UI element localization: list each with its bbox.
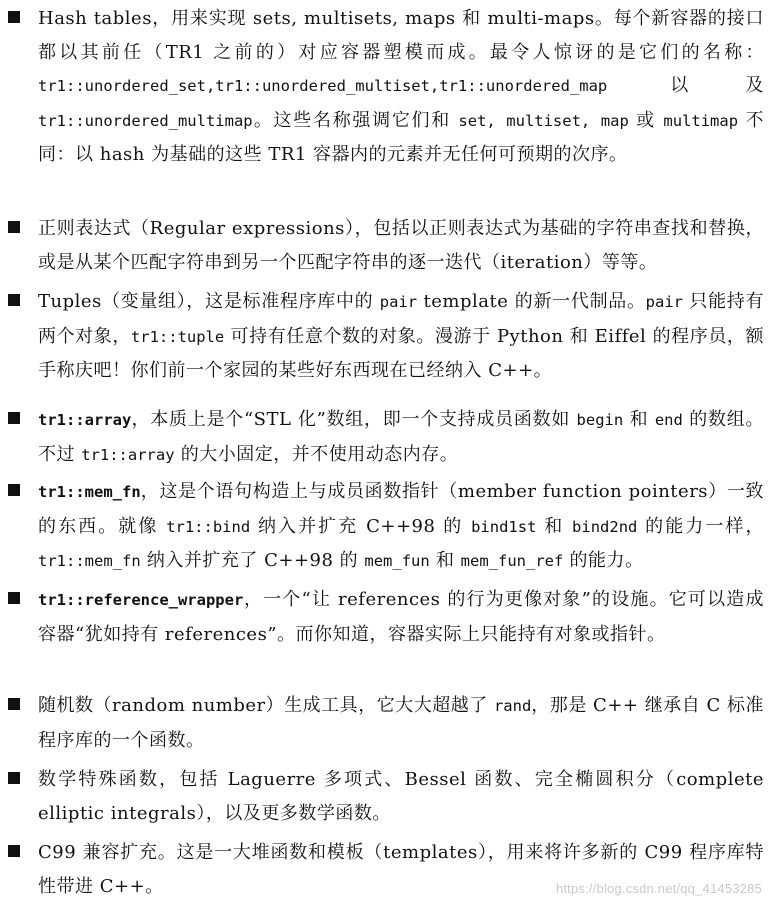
item-text xyxy=(38,475,764,579)
text-run: tr1::unordered_multimap xyxy=(38,111,253,130)
item-text xyxy=(38,285,764,388)
bullet-square xyxy=(8,412,20,424)
bullet-square xyxy=(8,11,20,23)
text-run: end xyxy=(654,411,683,429)
item-text xyxy=(38,689,764,757)
text-run: rand xyxy=(493,697,532,715)
text-run: 和 xyxy=(623,409,655,430)
text-run: tr1::mem_fn xyxy=(38,552,141,570)
item-text xyxy=(38,763,764,830)
text-run: ，本质上是个“STL 化”数组，即一个支持成员函数如 xyxy=(131,409,577,430)
text-run: 随机数（random number）生成工具，它大大超越了 xyxy=(38,695,494,716)
item-text xyxy=(38,2,764,172)
text-run: 可持有任意个数的对象。漫游于 Python 和 Eiffel 的程序员，额手称庆吧！你们前一个家园的某些好东西现在已经纳入 C++。 xyxy=(38,325,764,381)
text-run: C99 兼容扩充。这是一大堆函数和模板（templates），用来将许多新的 C99 程序库特性带进 C++。 xyxy=(38,842,764,897)
text-run: 的能力一样， xyxy=(637,515,764,537)
text-run: 以及 xyxy=(607,75,764,96)
text-run: ，这是个语句构造上与成员函数指针（member function pointers）一致的东西。就像 xyxy=(38,481,764,537)
text-run: 不同：以 hash 为基础的这些 TR1 容器内的元素并无任何可预期的次序。 xyxy=(38,109,764,165)
text-run: 和 xyxy=(536,515,573,537)
text-run: 的大小固定，并不使用动态内存。 xyxy=(174,443,459,465)
text-run: begin xyxy=(576,411,624,429)
bullet-square xyxy=(8,698,20,710)
text-run: Hash tables，用来实现 sets, multisets, maps 和 multi-maps。每个新容器的接口都以其前任（TR1 之前的）对应容器塑模而成。最令人惊讶的是它们的名称： xyxy=(38,8,764,63)
bullet-square xyxy=(8,592,20,604)
text-run: 纳入并扩充了 C++98 的 xyxy=(140,550,365,571)
text-run: bind1st xyxy=(471,517,537,536)
text-run: 的数组。不过 xyxy=(38,409,764,465)
watermark: https://blog.csdn.net/qq_41453285 xyxy=(555,881,762,896)
text-run: 纳入并扩充 C++98 的 xyxy=(250,515,472,537)
text-run: tr1::array xyxy=(38,411,132,429)
text-run: tr1::reference_wrapper xyxy=(38,591,244,609)
text-run: mem_fun xyxy=(364,552,430,570)
bullet-square xyxy=(8,484,20,496)
text-run: bind2nd xyxy=(572,517,638,536)
text-run: tr1::tuple xyxy=(130,327,225,346)
text-run: 和 xyxy=(429,550,461,571)
text-run: 。这些名称强调它们和 xyxy=(252,109,459,131)
item-text xyxy=(38,403,764,472)
text-run: tr1::array xyxy=(81,445,175,464)
text-run: 的能力。 xyxy=(563,550,644,571)
text-run: 数学特殊函数，包括 Laguerre 多项式、Bessel 函数、完全椭圆积分（complete elliptic integrals），以及更多数学函数。 xyxy=(38,769,764,824)
text-run: 正则表达式（Regular expressions），包括以正则表达式为基础的字符串查找和替换，或是从某个匹配字符串到另一个匹配字符串的逐一迭代（iteration）等等。 xyxy=(38,218,764,273)
text-run: tr1::mem_fn xyxy=(38,483,141,501)
text-run: 只能持有两个对象， xyxy=(38,291,764,347)
bullet-square xyxy=(8,294,20,306)
text-run: ，一个“让 references 的行为更像对象”的设施。它可以造成容器“犹如持有 references”。而你知道，容器实际上只能持有对象或指针。 xyxy=(38,589,764,645)
bullet-square xyxy=(8,772,20,784)
text-run: template 的新一代制品。 xyxy=(417,291,646,312)
text-run: 或 xyxy=(628,109,664,131)
bullet-square xyxy=(8,845,20,857)
bullet-square xyxy=(8,221,20,233)
text-run: ，那是 C++ 继承自 C 标准程序库的一个函数。 xyxy=(38,695,764,751)
item-text xyxy=(38,212,764,279)
item-text xyxy=(38,583,764,651)
text-run: pair xyxy=(379,293,418,311)
text-run: pair xyxy=(645,293,683,311)
text-run: Tuples（变量组），这是标准程序库中的 xyxy=(38,291,380,312)
text-run: mem_fun_ref xyxy=(460,552,564,570)
text-run: tr1::bind xyxy=(166,517,251,536)
text-run: set, multiset, map xyxy=(458,111,629,130)
text-run: multimap xyxy=(663,111,739,130)
text-run: tr1::unordered_set,tr1::unordered_multiset,tr1::unordered_map xyxy=(38,77,608,95)
